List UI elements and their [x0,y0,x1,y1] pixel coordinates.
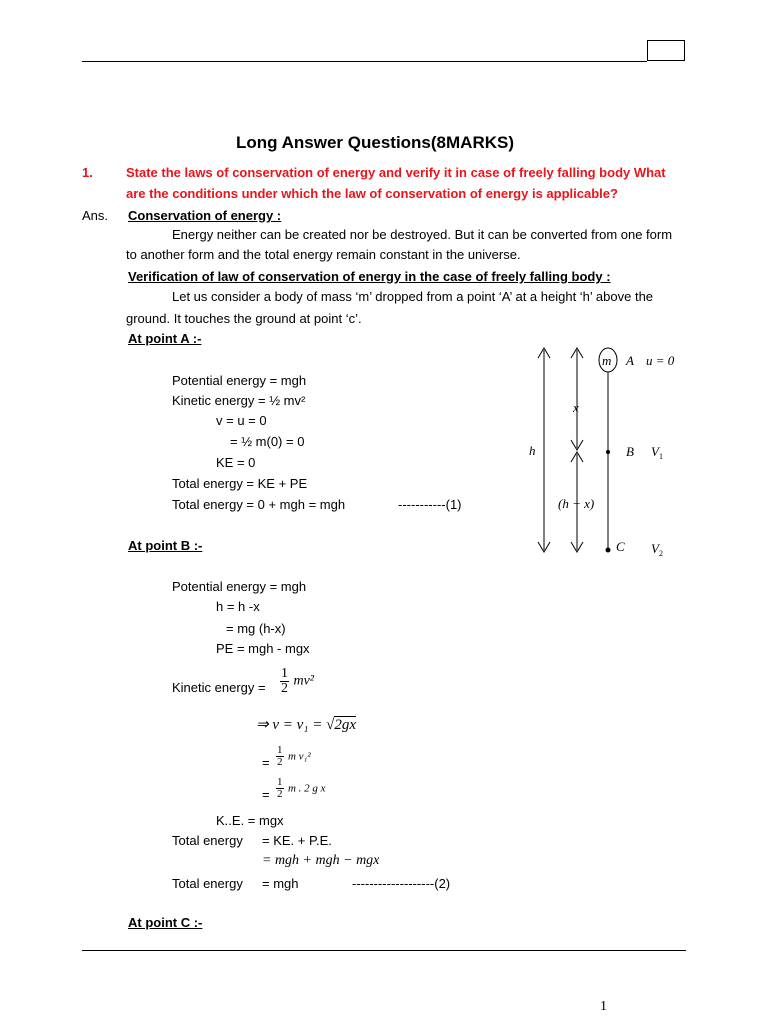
label-h-minus-x: (h − x) [558,496,595,511]
ke-num: 1 [281,666,288,681]
point-a-line: = ½ m(0) = 0 [230,434,305,449]
label-a: A [626,353,634,368]
question-number: 1. [82,165,93,180]
point-a-line: Potential energy = mgh [172,373,307,388]
v1-letter: V [651,444,659,459]
v2-letter: V [651,541,659,556]
step2-eq: = [262,787,270,802]
point-a-line: Total energy = KE + PE [172,476,308,491]
ke-fraction [280,667,314,696]
label-c: C [616,539,625,554]
point-b-dot [606,450,610,454]
ke-result: K..E. = mgx [216,813,284,828]
answer-label: Ans. [82,208,109,223]
step1-fraction [276,745,311,768]
heading-conservation: Conservation of energy : [128,208,282,223]
label-h: h [529,443,536,458]
ke-den: 2 [281,681,288,696]
point-b-line: h = h -x [216,599,260,614]
heading-point-a: At point A :- [128,331,202,346]
free-fall-diagram [520,340,690,565]
para1-line2: to another form and the total energy remain constant in the universe. [126,247,521,262]
step2-den: 2 [277,788,283,800]
equation-tag-1: -----------(1) [398,497,462,512]
total-energy-value: = KE. + P.E. [262,833,332,848]
footer-rule [82,950,686,951]
para2-line1: Let us consider a body of mass ‘m’ dropped from a point ‘A’ at a height ‘h’ above the [172,289,654,304]
ke-label: Kinetic energy = [172,680,266,695]
point-a-line: v = u = 0 [216,413,267,428]
step1-den: 2 [277,756,283,768]
step2-num: 1 [277,776,283,788]
label-b: B [626,444,634,459]
point-a-line: KE = 0 [216,455,256,470]
velocity-equation: ⇒ v = v₁ = √2gx [256,717,356,733]
label-x: x [573,400,579,415]
page-number: 1 [600,999,607,1014]
para2-line2: ground. It touches the ground at point ‘c’. [126,311,362,326]
v-expr: ⇒ v = v₁ = [256,717,327,733]
total-energy-expanded: = mgh + mgh − mgx [262,853,380,868]
v-root: 2gx [334,717,356,733]
v1-sub: 1 [658,452,663,461]
step2-fraction [276,777,326,800]
label-v1 [651,444,663,461]
ke-expr: mv² [293,673,314,689]
step1-eq: = [262,755,270,770]
heading-verification: Verification of law of conservation of energy in the case of freely falling body : [128,269,611,284]
point-b-line: = mg (h-x) [226,621,286,636]
step1-expr: m v₁² [287,750,311,763]
total-energy-label: Total energy [172,876,243,891]
question-line-1: State the laws of conservation of energy and verify it in case of freely falling body What [126,165,666,180]
label-v2 [651,541,663,558]
u-zero: u = 0 [646,353,675,368]
point-b-line: PE = mgh - mgx [216,641,310,656]
question-line-2: are the conditions under which the law of conservation of energy is applicable? [126,186,618,201]
total-energy-result: = mgh [262,876,299,891]
header-rule [82,61,647,62]
point-c-dot [606,548,611,553]
header-box [647,40,685,61]
v2-sub: 2 [658,549,663,558]
para1-line1: Energy neither can be created nor be destroyed. But it can be converted from one form [172,227,673,242]
heading-point-b: At point B :- [128,538,203,553]
point-a-line: Kinetic energy = ½ mv² [172,393,306,408]
heading-point-c: At point C :- [128,915,203,930]
page-title: Long Answer Questions(8MARKS) [236,133,514,152]
total-energy-label: Total energy [172,833,243,848]
mass-label: m [602,353,612,368]
point-b-line: Potential energy = mgh [172,579,307,594]
equation-tag-2: -------------------(2) [352,876,451,891]
point-a-line: Total energy = 0 + mgh = mgh [172,497,346,512]
step1-num: 1 [277,744,283,756]
step2-expr: m . 2 g x [287,782,326,795]
